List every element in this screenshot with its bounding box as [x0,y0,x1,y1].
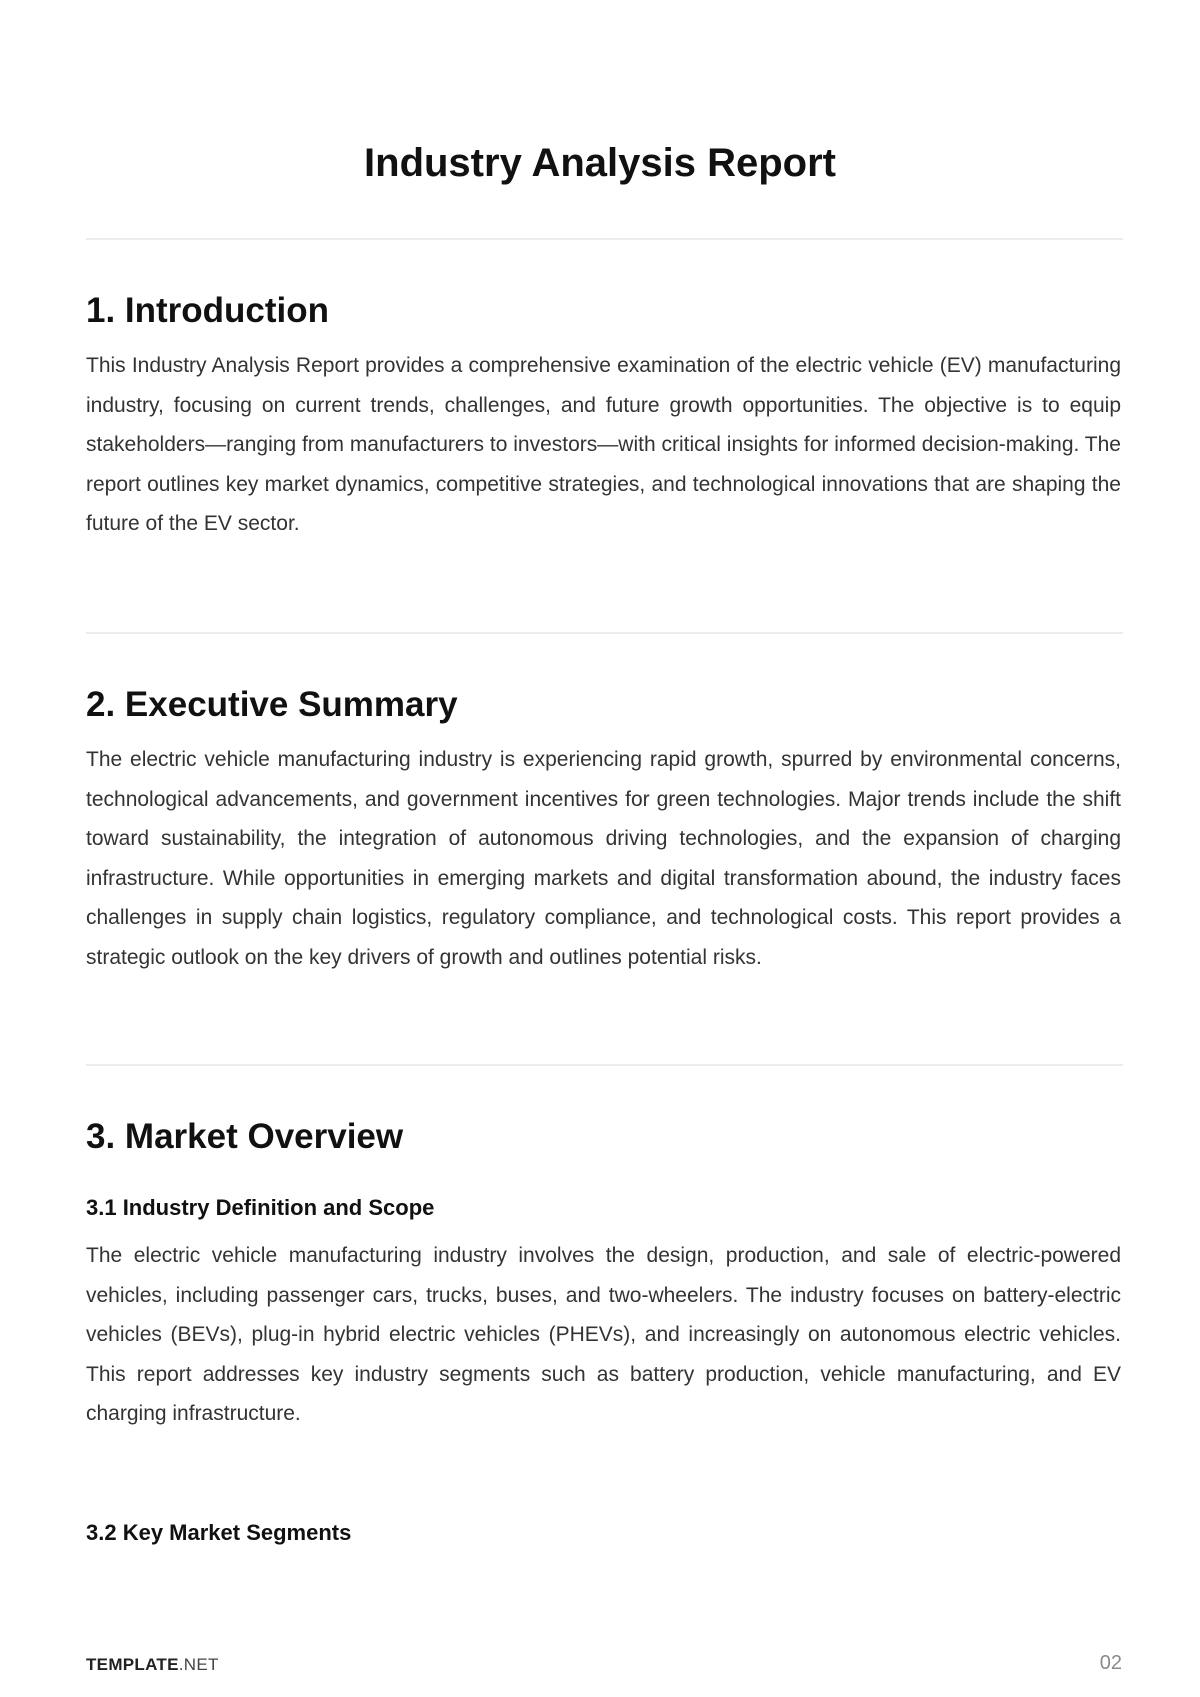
executive-summary-paragraph: The electric vehicle manufacturing industry is experiencing rapid growth, spurred by environmental concerns, technological advancements, and government incentives for green technologies. Major trends include the shift toward sustainability, the integration of autonomous driving technologies, and the expansion of charging infrastructure. While opportunities in emerging markets and digital transformation abound, the industry faces challenges in supply chain logistics, regulatory compliance, and technological costs. This report provides a strategic outlook on the key drivers of growth and outlines potential risks. [86,748,1121,969]
divider [86,632,1123,634]
divider [86,1064,1123,1066]
footer-brand-logo [86,1655,219,1675]
subsection-heading-definition-scope: 3.1 Industry Definition and Scope [86,1195,435,1220]
page-number: 02 [1099,1652,1122,1674]
section-heading-market-overview: 3. Market Overview [86,1117,404,1156]
footer-brand-light: .NET [178,1655,219,1674]
subsection-heading-key-market-segments: 3.2 Key Market Segments [86,1520,352,1545]
divider [86,238,1123,240]
definition-scope-paragraph: The electric vehicle manufacturing industry involves the design, production, and sale of electric-powered vehicles, including passenger cars, trucks, buses, and two-wheelers. The industry focuses on battery-electric vehicles (BEVs), plug-in hybrid electric vehicles (PHEVs), and increasingly on autonomous electric vehicles. This report addresses key industry segments such as battery production, vehicle manufacturing, and EV charging infrastructure. [86,1244,1121,1426]
section-heading-executive-summary: 2. Executive Summary [86,685,458,724]
footer-brand-bold: TEMPLATE [86,1655,179,1674]
document-title: Industry Analysis Report [364,141,836,185]
section-heading-introduction: 1. Introduction [86,291,330,330]
introduction-paragraph: This Industry Analysis Report provides a comprehensive examination of the electric vehicle (EV) manufacturing industry, focusing on current trends, challenges, and future growth opportunities. The objective is to equip stakeholders—ranging from manufacturers to investors—with critical insights for informed decision-making. The report outlines key market dynamics, competitive strategies, and technological innovations that are shaping the future of the EV sector. [86,354,1121,536]
